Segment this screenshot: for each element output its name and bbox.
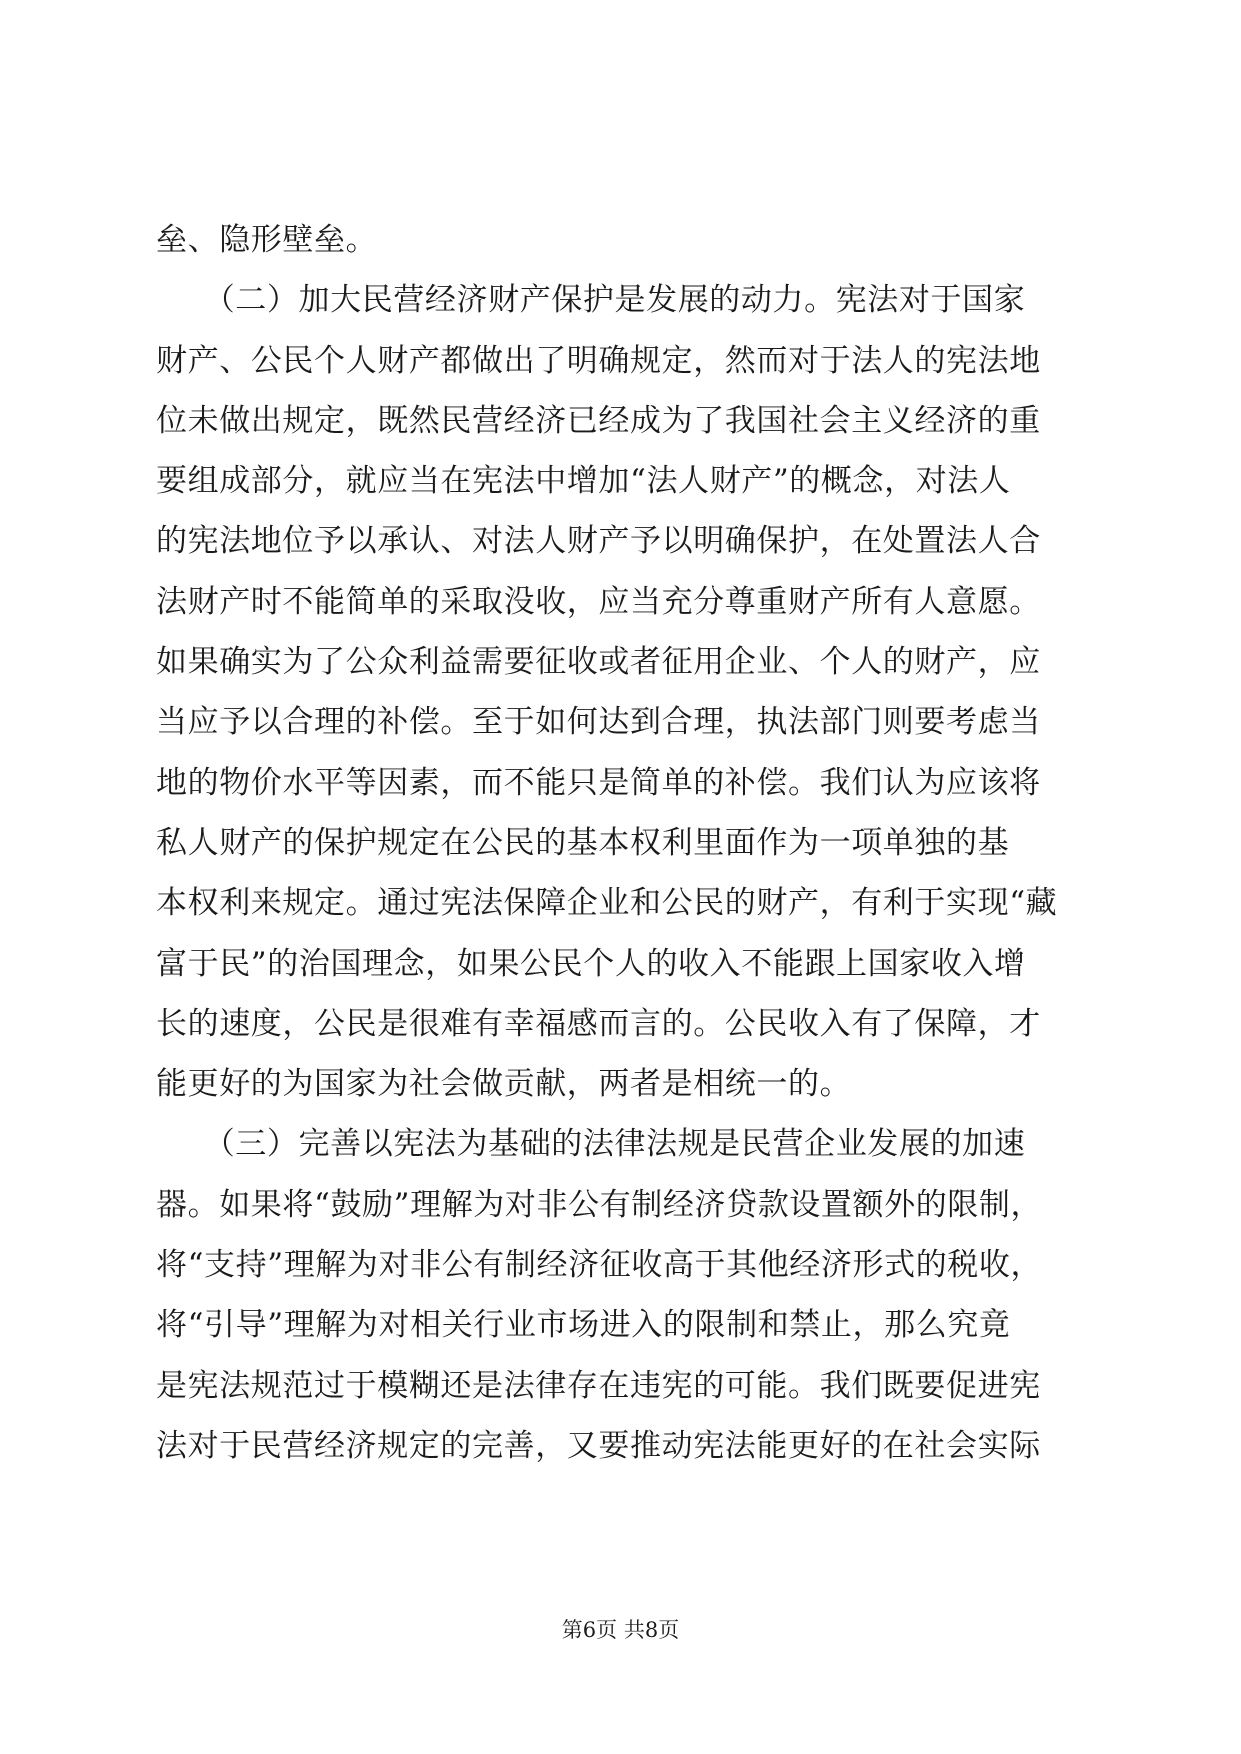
text-line: 是宪法规范过于模糊还是法律存在违宪的可能。我们既要促进宪	[156, 1367, 1041, 1404]
text-line: 富于民”的治国理念，如果公民个人的收入不能跟上国家收入增	[156, 945, 1026, 982]
text-line: 器。如果将“鼓励”理解为对非公有制经济贷款设置额外的限制，	[156, 1186, 1043, 1223]
text-line: 私人财产的保护规定在公民的基本权利里面作为一项单独的基	[156, 824, 1010, 861]
page-footer	[0, 1616, 1241, 1644]
text-line: 地的物价水平等因素，而不能只是简单的补偿。我们认为应该将	[156, 764, 1041, 801]
text-line: 要组成部分，就应当在宪法中增加“法人财产”的概念，对法人	[156, 463, 1011, 500]
text-line: 将“支持”理解为对非公有制经济征收高于其他经济形式的税收，	[156, 1247, 1043, 1284]
text-line: 将“引导”理解为对相关行业市场进入的限制和禁止，那么究竟	[156, 1307, 1011, 1344]
page-number: 第6页 共8页	[561, 1618, 680, 1642]
text-line: （二）加大民营经济财产保护是发展的动力。宪法对于国家	[156, 282, 1026, 319]
body-text	[156, 210, 1091, 1476]
text-line: 法对于民营经济规定的完善，又要推动宪法能更好的在社会实际	[156, 1427, 1041, 1464]
text-line: 如果确实为了公众利益需要征收或者征用企业、个人的财产，应	[156, 644, 1041, 681]
text-line: 长的速度，公民是很难有幸福感而言的。公民收入有了保障，才	[156, 1005, 1041, 1042]
text-line: 法财产时不能简单的采取没收，应当充分尊重财产所有人意愿。	[156, 583, 1041, 620]
text-line: 的宪法地位予以承认、对法人财产予以明确保护，在处置法人合	[156, 523, 1041, 560]
text-line: 本权利来规定。通过宪法保障企业和公民的财产，有利于实现“藏	[156, 885, 1058, 922]
text-line: （三）完善以宪法为基础的法律法规是民营企业发展的加速	[156, 1126, 1026, 1163]
text-line: 位未做出规定，既然民营经济已经成为了我国社会主义经济的重	[156, 402, 1041, 439]
text-line: 垒、隐形壁垒。	[156, 222, 378, 258]
text-line: 当应予以合理的补偿。至于如何达到合理，执法部门则要考虑当	[156, 704, 1041, 741]
text-line: 财产、公民个人财产都做出了明确规定，然而对于法人的宪法地	[156, 342, 1041, 379]
text-line: 能更好的为国家为社会做贡献，两者是相统一的。	[156, 1066, 852, 1103]
